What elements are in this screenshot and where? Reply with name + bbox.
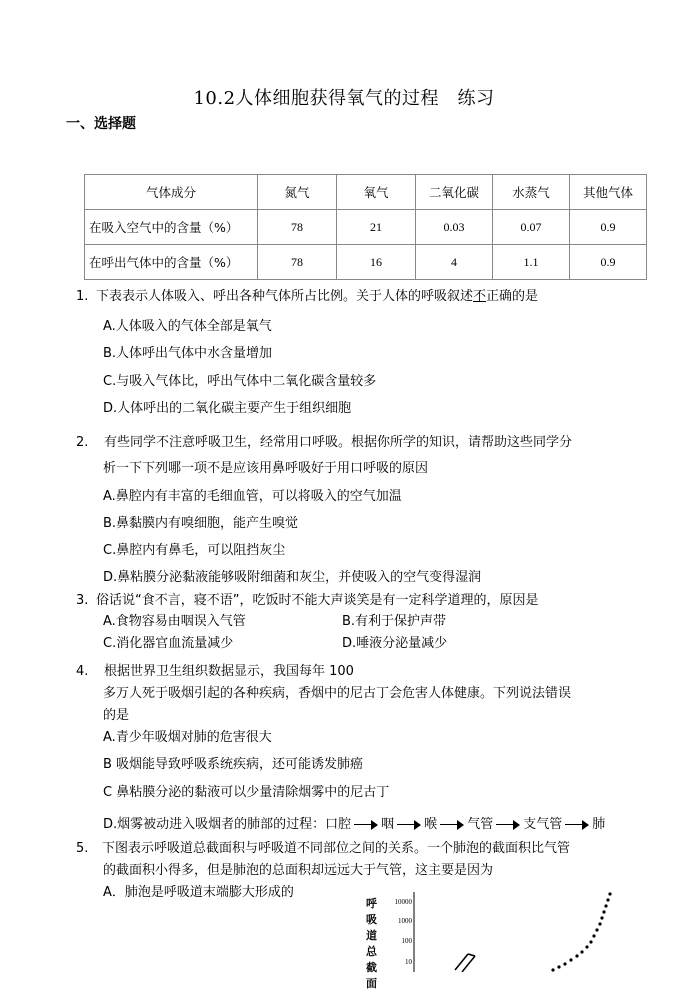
option-b[interactable]: B 吸烟能导致呼吸系统疾病，还可能诱发肺癌 <box>103 757 364 772</box>
option-a[interactable]: A.鼻腔内有丰富的毛细血管，可以将吸入的空气加温 <box>103 489 402 504</box>
table-header-row <box>85 175 647 210</box>
question-number: 2. <box>76 435 89 450</box>
question-stem: 有些同学不注意呼吸卫生，经常用口呼吸。根据你所学的知识，请帮助这些同学分 <box>104 435 573 450</box>
stem-text: 下表表示人体吸入、呼出各种气体所占比例。关于人体的呼吸叙述 <box>96 289 474 304</box>
gas-composition-table <box>84 174 647 280</box>
option-d[interactable] <box>103 813 605 832</box>
airway-pharynx: 咽 <box>381 817 395 832</box>
table-cell: 0.9 <box>570 245 647 280</box>
y-tick-label: 10000 <box>394 898 412 906</box>
table-header-cell: 二氧化碳 <box>416 175 493 210</box>
option-a[interactable]: A.青少年吸烟对肺的危害很大 <box>103 730 272 745</box>
option-d-label: D.烟雾被动进入吸烟者的肺部的过程： <box>103 817 326 832</box>
y-tick-label: 100 <box>401 937 412 945</box>
airway-bronchi: 支气管 <box>523 817 563 832</box>
table-header-cell: 氮气 <box>258 175 337 210</box>
table-cell: 4 <box>416 245 493 280</box>
table-cell: 16 <box>337 245 416 280</box>
option-a[interactable]: A.食物容易由咽误入气管 <box>103 614 246 629</box>
question-stem: 俗话说“食不言，寝不语”，吃饭时不能大声谈笑是有一定科学道理的，原因是 <box>96 593 539 608</box>
option-b[interactable]: B.有利于保护声带 <box>342 614 447 629</box>
option-b[interactable]: B.鼻黏膜内有嗅细胞，能产生嗅觉 <box>103 516 299 531</box>
airway-area-chart <box>410 890 630 972</box>
table-header-cell: 氧气 <box>337 175 416 210</box>
arrow-right-icon <box>397 820 421 830</box>
option-d[interactable]: D.唾液分泌量减少 <box>342 636 448 651</box>
question-number: 5. <box>76 841 89 856</box>
question-number: 4. <box>76 664 89 679</box>
arrow-right-icon <box>440 820 464 830</box>
table-row <box>85 245 647 280</box>
question-stem: 下图表示呼吸道总截面积与呼吸道不同部位之间的关系。一个肺泡的截面积比气管 <box>102 841 571 856</box>
row-label: 在吸入空气中的含量（%） <box>85 210 258 245</box>
option-b[interactable]: B.人体呼出气体中水含量增加 <box>103 346 273 361</box>
section-heading: 一、选择题 <box>66 116 136 132</box>
y-tick-label: 10 <box>405 958 412 966</box>
arrow-right-icon <box>496 820 520 830</box>
option-c[interactable]: C.鼻腔内有鼻毛，可以阻挡灰尘 <box>103 543 286 558</box>
stem-text: 正确的是 <box>486 289 539 304</box>
option-c[interactable]: C.消化器官血流量减少 <box>103 636 234 651</box>
airway-trachea: 气管 <box>467 817 494 832</box>
airway-lung: 肺 <box>592 817 606 832</box>
y-tick-label: 1000 <box>398 917 412 925</box>
table-cell: 0.07 <box>493 210 570 245</box>
airway-mouth: 口腔 <box>325 817 352 832</box>
arrow-right-icon <box>565 820 589 830</box>
emphasis-text: 不 <box>473 289 487 304</box>
curve-dots <box>551 892 611 971</box>
table-cell: 21 <box>337 210 416 245</box>
question-number: 3. <box>76 593 89 608</box>
question-stem: 根据世界卫生组织数据显示，我国每年 100 <box>104 664 354 679</box>
table-row <box>85 210 647 245</box>
question-stem <box>96 290 538 303</box>
arrow-right-icon <box>354 820 378 830</box>
question-stem-continued: 的是 <box>103 708 130 723</box>
question-stem-continued: 多万人死于吸烟引起的各种疾病，香烟中的尼古丁会危害人体健康。下列说法错误 <box>103 686 572 701</box>
airway-larynx: 喉 <box>424 817 438 832</box>
option-a[interactable]: A.人体吸入的气体全部是氧气 <box>103 319 272 334</box>
question-stem-continued: 的截面积小得多，但是肺泡的总面积却远远大于气管，这主要是因为 <box>103 863 494 878</box>
table-header-cell: 其他气体 <box>570 175 647 210</box>
table-cell: 78 <box>258 245 337 280</box>
table-cell: 0.03 <box>416 210 493 245</box>
table-header-cell: 水蒸气 <box>493 175 570 210</box>
option-c[interactable]: C 鼻粘膜分泌的黏液可以少量清除烟雾中的尼古丁 <box>103 785 390 800</box>
curve-trachea-segment <box>455 954 475 972</box>
table-header-cell: 气体成分 <box>85 175 258 210</box>
chart-y-axis-label: 呼吸道总截面 <box>366 897 377 990</box>
option-d[interactable]: D.鼻粘膜分泌黏液能够吸附细菌和灰尘，并使吸入的空气变得湿润 <box>103 570 482 585</box>
option-c[interactable]: C.与吸入气体比，呼出气体中二氧化碳含量较多 <box>103 374 377 389</box>
question-number: 1. <box>76 289 89 304</box>
table-cell: 1.1 <box>493 245 570 280</box>
table-cell: 78 <box>258 210 337 245</box>
table-cell: 0.9 <box>570 210 647 245</box>
question-stem-continued: 析一下下列哪一项不是应该用鼻呼吸好于用口呼吸的原因 <box>103 461 429 476</box>
row-label: 在呼出气体中的含量（%） <box>85 245 258 280</box>
page-title: 10.2人体细胞获得氧气的过程 练习 <box>193 88 495 109</box>
option-d[interactable]: D.人体呼出的二氧化碳主要产生于组织细胞 <box>103 401 352 416</box>
option-a[interactable]: A．肺泡是呼吸道末端膨大形成的 <box>103 885 294 900</box>
